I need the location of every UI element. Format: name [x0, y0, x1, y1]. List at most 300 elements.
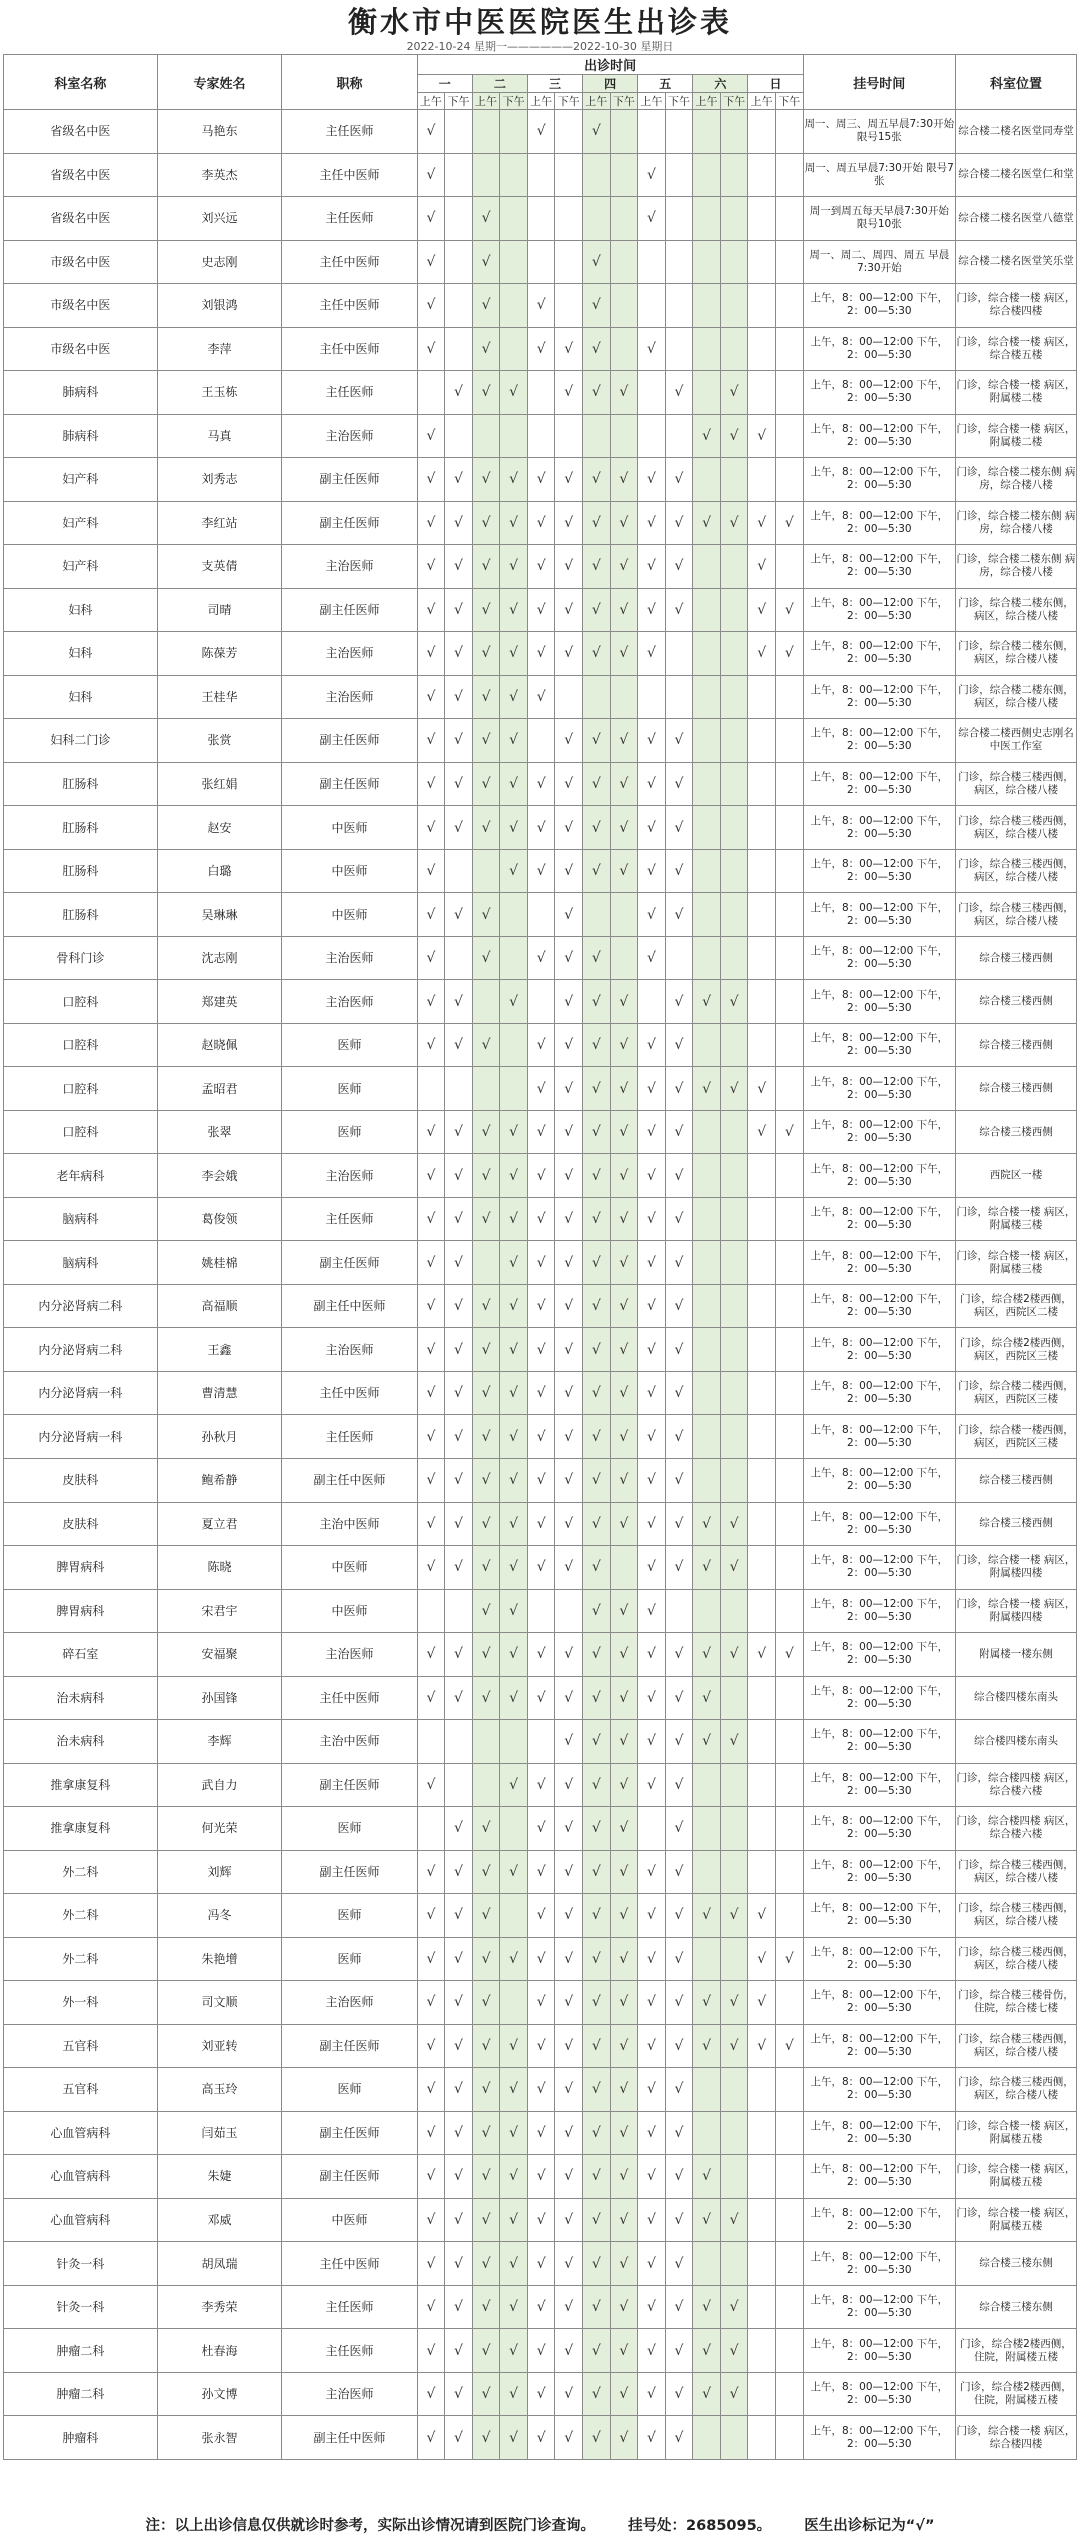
visit-mark: √ — [638, 1894, 666, 1938]
visit-empty — [472, 1241, 500, 1285]
schedule-row — [4, 2024, 1077, 2068]
visit-mark: √ — [555, 1850, 583, 1894]
visit-mark: √ — [583, 762, 611, 806]
visit-mark: √ — [665, 762, 693, 806]
dept-cell: 肿瘤科 — [4, 2416, 158, 2460]
dept-cell: 口腔科 — [4, 980, 158, 1024]
rank-cell: 副主任医师 — [282, 1850, 417, 1894]
visit-mark: √ — [583, 2329, 611, 2373]
visit-mark: √ — [583, 1546, 611, 1590]
visit-empty — [472, 110, 500, 154]
visit-mark: √ — [527, 1328, 555, 1372]
visit-mark: √ — [500, 1241, 528, 1285]
schedule-row — [4, 501, 1077, 545]
location-cell: 综合楼二楼名医堂同寿堂 — [955, 110, 1076, 154]
visit-empty — [748, 1807, 776, 1851]
schedule-row — [4, 806, 1077, 850]
visit-mark: √ — [638, 1981, 666, 2025]
visit-mark: √ — [472, 1110, 500, 1154]
schedule-row — [4, 675, 1077, 719]
visit-empty — [693, 2068, 721, 2112]
visit-mark: √ — [665, 2285, 693, 2329]
location-cell: 门诊，综合楼一楼 病区，综合楼五楼 — [955, 327, 1076, 371]
schedule-row — [4, 2242, 1077, 2286]
dept-cell: 妇产科 — [4, 501, 158, 545]
dept-cell: 推拿康复科 — [4, 1763, 158, 1807]
visit-mark: √ — [555, 2242, 583, 2286]
dept-cell: 心血管病科 — [4, 2198, 158, 2242]
visit-mark: √ — [720, 1894, 748, 1938]
visit-mark: √ — [638, 501, 666, 545]
visit-mark: √ — [665, 458, 693, 502]
reg-time-cell: 上午，8：00—12:00 下午，2：00—5:30 — [803, 1720, 955, 1764]
visit-mark: √ — [665, 1807, 693, 1851]
rank-cell: 主治医师 — [282, 1981, 417, 2025]
visit-empty — [748, 197, 776, 241]
doctor-cell: 司晴 — [157, 588, 282, 632]
location-cell: 综合楼三楼西侧 — [955, 1502, 1076, 1546]
visit-empty — [610, 110, 638, 154]
doctor-cell: 李萍 — [157, 327, 282, 371]
doctor-cell: 王桂华 — [157, 675, 282, 719]
visit-empty — [775, 849, 803, 893]
dept-cell: 内分泌肾病二科 — [4, 1328, 158, 1372]
rank-cell: 医师 — [282, 1023, 417, 1067]
dept-cell: 外一科 — [4, 1981, 158, 2025]
dept-cell: 皮肤科 — [4, 1502, 158, 1546]
visit-mark: √ — [610, 2198, 638, 2242]
visit-mark: √ — [445, 2198, 473, 2242]
visit-mark: √ — [445, 1241, 473, 1285]
visit-mark: √ — [445, 2068, 473, 2112]
visit-mark: √ — [638, 1154, 666, 1198]
visit-mark: √ — [583, 2416, 611, 2460]
visit-mark: √ — [527, 1850, 555, 1894]
visit-mark: √ — [583, 1633, 611, 1677]
visit-mark: √ — [417, 2242, 445, 2286]
dept-cell: 妇科二门诊 — [4, 719, 158, 763]
visit-empty — [775, 2242, 803, 2286]
visit-empty — [527, 719, 555, 763]
visit-empty — [775, 545, 803, 589]
visit-mark: √ — [720, 980, 748, 1024]
visit-mark: √ — [445, 1807, 473, 1851]
schedule-row — [4, 936, 1077, 980]
rank-cell: 副主任医师 — [282, 501, 417, 545]
visit-mark: √ — [638, 1763, 666, 1807]
visit-mark: √ — [500, 371, 528, 415]
visit-empty — [748, 2155, 776, 2199]
visit-mark: √ — [693, 1720, 721, 1764]
visit-mark: √ — [417, 632, 445, 676]
dept-cell: 内分泌肾病二科 — [4, 1284, 158, 1328]
visit-mark: √ — [610, 1763, 638, 1807]
doctor-cell: 赵安 — [157, 806, 282, 850]
visit-empty — [748, 2198, 776, 2242]
visit-mark: √ — [445, 545, 473, 589]
visit-mark: √ — [527, 1110, 555, 1154]
visit-mark: √ — [555, 980, 583, 1024]
visit-mark: √ — [610, 2285, 638, 2329]
footer-phone: 挂号处：2685095。 — [628, 2518, 772, 2534]
visit-empty — [720, 632, 748, 676]
visit-mark: √ — [665, 1110, 693, 1154]
header-day: 日 — [748, 75, 803, 93]
visit-empty — [720, 2416, 748, 2460]
visit-mark: √ — [417, 893, 445, 937]
visit-empty — [748, 371, 776, 415]
visit-empty — [693, 371, 721, 415]
visit-mark: √ — [500, 2155, 528, 2199]
visit-mark: √ — [555, 1981, 583, 2025]
visit-empty — [693, 1458, 721, 1502]
rank-cell: 主任医师 — [282, 1415, 417, 1459]
visit-mark: √ — [500, 2372, 528, 2416]
visit-mark: √ — [417, 2155, 445, 2199]
location-cell: 门诊，综合楼二楼西侧，病区，西院区三楼 — [955, 1371, 1076, 1415]
visit-mark: √ — [583, 1807, 611, 1851]
visit-mark: √ — [748, 1110, 776, 1154]
visit-empty — [665, 936, 693, 980]
dept-cell: 妇产科 — [4, 545, 158, 589]
visit-mark: √ — [445, 588, 473, 632]
visit-mark: √ — [638, 327, 666, 371]
visit-empty — [693, 197, 721, 241]
visit-mark: √ — [555, 1458, 583, 1502]
visit-empty — [417, 1807, 445, 1851]
visit-mark: √ — [638, 2111, 666, 2155]
visit-mark: √ — [445, 1110, 473, 1154]
visit-mark: √ — [500, 458, 528, 502]
visit-mark: √ — [775, 501, 803, 545]
schedule-row — [4, 2111, 1077, 2155]
visit-mark: √ — [555, 1937, 583, 1981]
visit-mark: √ — [610, 1633, 638, 1677]
visit-mark: √ — [583, 2068, 611, 2112]
visit-mark: √ — [693, 2155, 721, 2199]
visit-empty — [775, 2155, 803, 2199]
visit-mark: √ — [527, 2329, 555, 2373]
visit-mark: √ — [417, 458, 445, 502]
doctor-cell: 孙秋月 — [157, 1415, 282, 1459]
doctor-cell: 张永智 — [157, 2416, 282, 2460]
reg-time-cell: 上午，8：00—12:00 下午，2：00—5:30 — [803, 2329, 955, 2373]
reg-time-cell: 上午，8：00—12:00 下午，2：00—5:30 — [803, 1241, 955, 1285]
visit-mark: √ — [583, 980, 611, 1024]
visit-mark: √ — [500, 1502, 528, 1546]
visit-empty — [748, 1502, 776, 1546]
schedule-row — [4, 2198, 1077, 2242]
visit-empty — [445, 197, 473, 241]
visit-mark: √ — [500, 501, 528, 545]
reg-time-cell: 周一、周三、周五早晨7:30开始 限号15张 — [803, 110, 955, 154]
rank-cell: 副主任医师 — [282, 2024, 417, 2068]
visit-mark: √ — [665, 1981, 693, 2025]
visit-empty — [445, 414, 473, 458]
doctor-cell: 高福顺 — [157, 1284, 282, 1328]
visit-mark: √ — [555, 806, 583, 850]
visit-mark: √ — [527, 849, 555, 893]
visit-mark: √ — [500, 2024, 528, 2068]
header-schedule: 出诊时间 — [417, 55, 803, 75]
visit-empty — [693, 1415, 721, 1459]
visit-mark: √ — [583, 1154, 611, 1198]
location-cell: 门诊，综合楼一楼 病区，附属楼四楼 — [955, 1589, 1076, 1633]
visit-mark: √ — [417, 1981, 445, 2025]
doctor-cell: 孙文博 — [157, 2372, 282, 2416]
visit-empty — [748, 2285, 776, 2329]
visit-empty — [720, 1937, 748, 1981]
visit-mark: √ — [527, 1371, 555, 1415]
visit-mark: √ — [417, 1458, 445, 1502]
visit-mark: √ — [610, 1458, 638, 1502]
visit-mark: √ — [775, 588, 803, 632]
visit-empty — [500, 1067, 528, 1111]
visit-mark: √ — [555, 1023, 583, 1067]
reg-time-cell: 上午，8：00—12:00 下午，2：00—5:30 — [803, 2111, 955, 2155]
visit-mark: √ — [638, 1110, 666, 1154]
visit-mark: √ — [610, 2024, 638, 2068]
dept-cell: 针灸一科 — [4, 2285, 158, 2329]
location-cell: 门诊，综合楼2楼西侧，住院，附属楼五楼 — [955, 2372, 1076, 2416]
visit-empty — [693, 284, 721, 328]
visit-mark: √ — [693, 1981, 721, 2025]
visit-empty — [610, 284, 638, 328]
visit-empty — [693, 1154, 721, 1198]
visit-mark: √ — [583, 1110, 611, 1154]
reg-time-cell: 上午，8：00—12:00 下午，2：00—5:30 — [803, 371, 955, 415]
visit-mark: √ — [445, 2285, 473, 2329]
visit-mark: √ — [417, 2329, 445, 2373]
schedule-row — [4, 371, 1077, 415]
visit-empty — [775, 284, 803, 328]
visit-mark: √ — [638, 1371, 666, 1415]
location-cell: 综合楼三楼西侧 — [955, 1110, 1076, 1154]
visit-empty — [500, 1894, 528, 1938]
visit-mark: √ — [748, 1894, 776, 1938]
visit-mark: √ — [527, 1197, 555, 1241]
visit-empty — [748, 2329, 776, 2373]
rank-cell: 副主任医师 — [282, 719, 417, 763]
visit-empty — [527, 153, 555, 197]
visit-empty — [720, 1110, 748, 1154]
visit-mark: √ — [555, 1546, 583, 1590]
visit-mark: √ — [417, 1154, 445, 1198]
visit-empty — [748, 675, 776, 719]
visit-mark: √ — [693, 501, 721, 545]
visit-mark: √ — [500, 2068, 528, 2112]
visit-empty — [748, 2372, 776, 2416]
visit-empty — [472, 414, 500, 458]
visit-empty — [610, 1546, 638, 1590]
visit-mark: √ — [527, 2372, 555, 2416]
visit-mark: √ — [665, 1154, 693, 1198]
visit-empty — [748, 762, 776, 806]
doctor-cell: 王玉栋 — [157, 371, 282, 415]
visit-empty — [720, 1676, 748, 1720]
schedule-row — [4, 1807, 1077, 1851]
visit-mark: √ — [748, 632, 776, 676]
reg-time-cell: 上午，8：00—12:00 下午，2：00—5:30 — [803, 1154, 955, 1198]
visit-mark: √ — [720, 1633, 748, 1677]
visit-empty — [748, 240, 776, 284]
schedule-row — [4, 1981, 1077, 2025]
footer-legend: 医生出诊标记为“√” — [804, 2518, 935, 2534]
visit-mark: √ — [610, 1371, 638, 1415]
visit-mark: √ — [610, 371, 638, 415]
visit-mark: √ — [445, 2416, 473, 2460]
visit-mark: √ — [665, 2372, 693, 2416]
visit-empty — [748, 1328, 776, 1372]
visit-mark: √ — [583, 2024, 611, 2068]
visit-mark: √ — [720, 2285, 748, 2329]
dept-cell: 外二科 — [4, 1850, 158, 1894]
visit-empty — [445, 153, 473, 197]
visit-mark: √ — [472, 719, 500, 763]
visit-mark: √ — [583, 2372, 611, 2416]
visit-mark: √ — [720, 1502, 748, 1546]
visit-mark: √ — [720, 2329, 748, 2373]
visit-mark: √ — [583, 1023, 611, 1067]
visit-mark: √ — [500, 1284, 528, 1328]
reg-time-cell: 上午，8：00—12:00 下午，2：00—5:30 — [803, 1546, 955, 1590]
visit-mark: √ — [500, 1110, 528, 1154]
page-title: 衡水市中医医院医生出诊表 — [347, 5, 732, 39]
visit-mark: √ — [527, 2155, 555, 2199]
visit-mark: √ — [583, 545, 611, 589]
reg-time-cell: 上午，8：00—12:00 下午，2：00—5:30 — [803, 762, 955, 806]
footer-note — [0, 2510, 1080, 2542]
schedule-row — [4, 588, 1077, 632]
visit-mark: √ — [500, 1589, 528, 1633]
doctor-cell: 张翠 — [157, 1110, 282, 1154]
visit-mark: √ — [472, 197, 500, 241]
doctor-cell: 冯冬 — [157, 1894, 282, 1938]
visit-mark: √ — [527, 806, 555, 850]
visit-mark: √ — [665, 545, 693, 589]
visit-mark: √ — [583, 849, 611, 893]
doctor-cell: 葛俊领 — [157, 1197, 282, 1241]
visit-empty — [748, 1023, 776, 1067]
doctor-cell: 曹清慧 — [157, 1371, 282, 1415]
visit-empty — [748, 936, 776, 980]
reg-time-cell: 周一、周二、周四、周五 早晨7:30开始 — [803, 240, 955, 284]
visit-mark: √ — [417, 1241, 445, 1285]
visit-empty — [775, 2198, 803, 2242]
location-cell: 门诊，综合楼二楼东侧，病区，综合楼八楼 — [955, 632, 1076, 676]
visit-mark: √ — [417, 1502, 445, 1546]
visit-empty — [775, 1850, 803, 1894]
visit-mark: √ — [610, 1197, 638, 1241]
visit-mark: √ — [417, 1676, 445, 1720]
visit-mark: √ — [665, 1763, 693, 1807]
dept-cell: 针灸一科 — [4, 2242, 158, 2286]
visit-mark: √ — [748, 501, 776, 545]
visit-mark: √ — [472, 675, 500, 719]
visit-mark: √ — [527, 1676, 555, 1720]
visit-empty — [555, 1589, 583, 1633]
visit-mark: √ — [555, 1284, 583, 1328]
visit-mark: √ — [527, 1981, 555, 2025]
visit-mark: √ — [500, 1328, 528, 1372]
visit-mark: √ — [445, 1023, 473, 1067]
visit-empty — [693, 1023, 721, 1067]
visit-empty — [775, 1241, 803, 1285]
visit-mark: √ — [693, 1502, 721, 1546]
visit-mark: √ — [527, 1807, 555, 1851]
visit-empty — [445, 1067, 473, 1111]
visit-empty — [720, 545, 748, 589]
reg-time-cell: 上午，8：00—12:00 下午，2：00—5:30 — [803, 980, 955, 1024]
visit-empty — [775, 110, 803, 154]
visit-empty — [693, 1197, 721, 1241]
rank-cell: 副主任医师 — [282, 1241, 417, 1285]
visit-mark: √ — [472, 327, 500, 371]
schedule-row — [4, 110, 1077, 154]
rank-cell: 副主任医师 — [282, 762, 417, 806]
schedule-row — [4, 284, 1077, 328]
doctor-cell: 马真 — [157, 414, 282, 458]
visit-empty — [445, 110, 473, 154]
location-cell: 门诊，综合楼三楼西侧，病区，综合楼八楼 — [955, 893, 1076, 937]
header-day: 三 — [527, 75, 582, 93]
schedule-row — [4, 2372, 1077, 2416]
visit-empty — [665, 414, 693, 458]
visit-mark: √ — [610, 632, 638, 676]
visit-mark: √ — [472, 371, 500, 415]
visit-empty — [720, 240, 748, 284]
visit-empty — [720, 1284, 748, 1328]
visit-mark: √ — [472, 1415, 500, 1459]
reg-time-cell: 上午，8：00—12:00 下午，2：00—5:30 — [803, 2416, 955, 2460]
visit-mark: √ — [610, 1981, 638, 2025]
visit-mark: √ — [610, 458, 638, 502]
visit-mark: √ — [445, 1197, 473, 1241]
visit-mark: √ — [555, 545, 583, 589]
schedule-row — [4, 1328, 1077, 1372]
location-cell: 综合楼二楼名医堂八德堂 — [955, 197, 1076, 241]
visit-mark: √ — [638, 1197, 666, 1241]
visit-empty — [775, 806, 803, 850]
visit-mark: √ — [500, 806, 528, 850]
schedule-row — [4, 2416, 1077, 2460]
dept-cell: 口腔科 — [4, 1023, 158, 1067]
visit-mark: √ — [720, 2198, 748, 2242]
rank-cell: 中医师 — [282, 1546, 417, 1590]
visit-empty — [748, 1589, 776, 1633]
dept-cell: 心血管病科 — [4, 2155, 158, 2199]
visit-mark: √ — [665, 1241, 693, 1285]
visit-empty — [500, 240, 528, 284]
visit-mark: √ — [500, 2242, 528, 2286]
rank-cell: 主任中医师 — [282, 153, 417, 197]
visit-empty — [693, 458, 721, 502]
visit-mark: √ — [500, 1546, 528, 1590]
visit-mark: √ — [445, 371, 473, 415]
visit-mark: √ — [417, 153, 445, 197]
reg-time-cell: 上午，8：00—12:00 下午，2：00—5:30 — [803, 1502, 955, 1546]
visit-mark: √ — [445, 1154, 473, 1198]
visit-empty — [693, 719, 721, 763]
visit-mark: √ — [417, 1415, 445, 1459]
visit-mark: √ — [472, 1633, 500, 1677]
visit-empty — [527, 1589, 555, 1633]
rank-cell: 主任中医师 — [282, 327, 417, 371]
visit-mark: √ — [445, 1546, 473, 1590]
visit-empty — [472, 1720, 500, 1764]
visit-mark: √ — [638, 893, 666, 937]
doctor-cell: 鲍希静 — [157, 1458, 282, 1502]
